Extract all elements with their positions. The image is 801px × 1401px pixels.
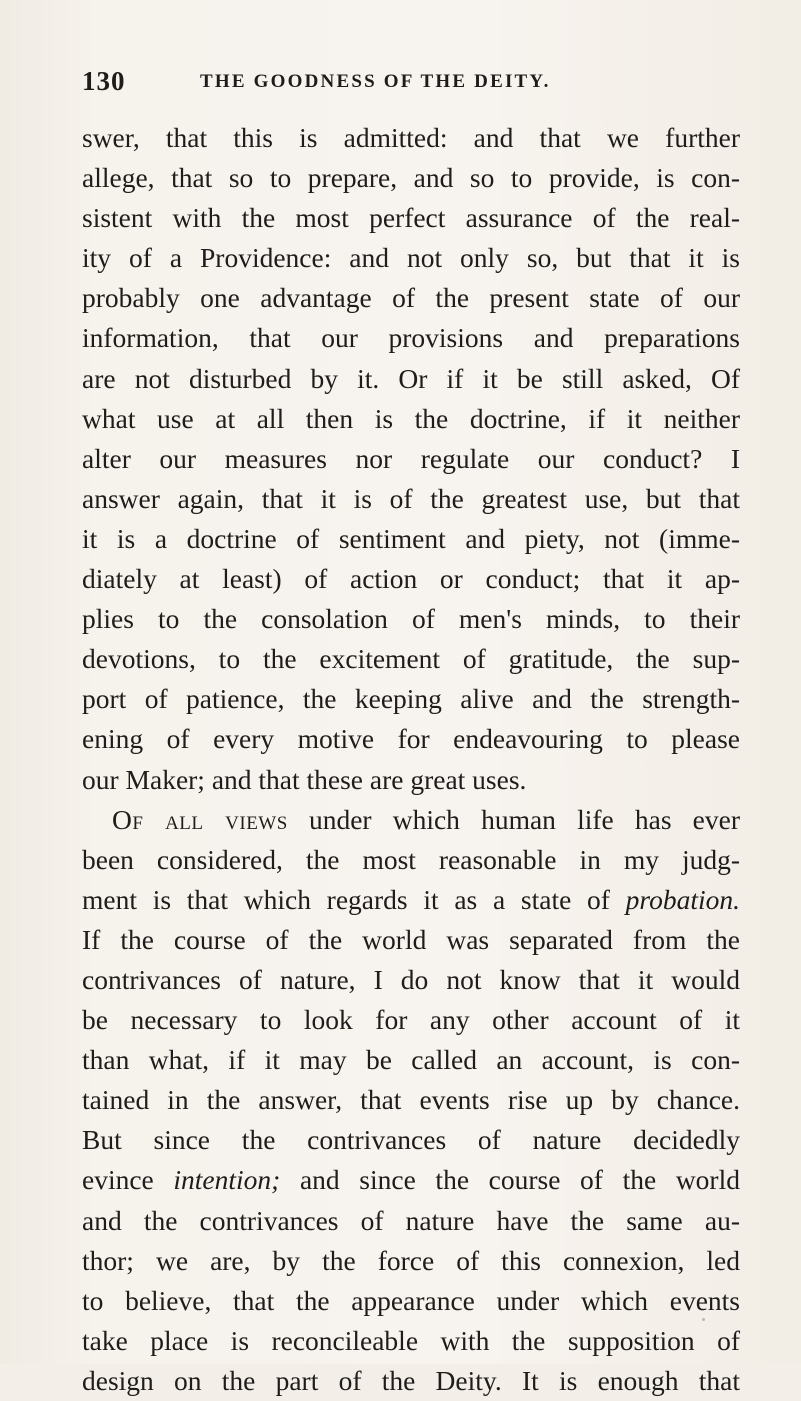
text-line: plies to the consolation of men's minds, to their [82, 603, 740, 635]
text-line: to believe, that the appearance under which events [82, 1284, 740, 1316]
text-line: But since the contrivances of nature decidedly [82, 1124, 740, 1156]
text-line: ening of every motive for endeavouring to please [82, 723, 740, 755]
text-line: alter our measures nor regulate our conduct? I [82, 442, 740, 474]
text-line: contrivances of nature, I do not know that it would [82, 963, 740, 995]
text-line [82, 1160, 740, 1200]
text-line: and the contrivances of nature have the same au- [82, 1204, 740, 1236]
running-title: THE GOODNESS OF THE DEITY. [200, 71, 551, 92]
text-line: information, that our provisions and preparations [82, 322, 740, 354]
text-line: devotions, to the excitement of gratitude, the sup- [82, 643, 740, 675]
text-line: are not disturbed by it. Or if it be still asked, Of [82, 362, 740, 394]
text-line: port of patience, the keeping alive and the strength- [82, 683, 740, 715]
text-line: answer again, that it is of the greatest use, but that [82, 482, 740, 514]
text-line: ity of a Providence: and not only so, but that it is [82, 242, 740, 274]
text-line: than what, if it may be called an account, is con- [82, 1044, 740, 1076]
text-line: allege, that so to prepare, and so to provide, is con- [82, 162, 740, 194]
text-line: If the course of the world was separated from the [82, 923, 740, 955]
text-line: thor; we are, by the force of this connexion, led [82, 1244, 740, 1276]
text-span: evince [82, 1164, 174, 1196]
text-line: been considered, the most reasonable in my judg- [82, 843, 740, 875]
small-caps-opening: Of all views [112, 803, 288, 835]
text-line: our Maker; and that these are great uses. [82, 763, 527, 795]
text-span: ment is that which regards it as a state of [82, 883, 626, 915]
italic-word: probation. [625, 883, 740, 915]
text-line: be necessary to look for any other account of it [82, 1004, 740, 1036]
body-text [82, 118, 740, 1401]
paragraph-2 [82, 800, 740, 1401]
text-line: it is a doctrine of sentiment and piety, not (imme- [82, 522, 740, 554]
text-line: take place is reconcileable with the supposition of [82, 1324, 740, 1356]
running-head [82, 66, 742, 106]
text-line: sistent with the most perfect assurance of the real- [82, 202, 740, 234]
text-line: probably one advantage of the present state of our [82, 282, 740, 314]
text-line [82, 880, 740, 920]
page-number: 130 [82, 66, 126, 96]
paper-speck [702, 1318, 705, 1321]
text-span: under which human life has ever [287, 803, 740, 835]
paragraph-1 [82, 118, 740, 800]
text-line: what use at all then is the doctrine, if it neither [82, 402, 740, 434]
text-line: design on the part of the Deity. It is enough that [82, 1364, 740, 1396]
text-line: swer, that this is admitted: and that we further [82, 122, 740, 153]
text-span: and since the course of the world [280, 1164, 740, 1196]
text-line [82, 800, 740, 840]
text-line: diately at least) of action or conduct; that it ap- [82, 563, 740, 595]
italic-word: intention; [173, 1164, 281, 1196]
text-line: tained in the answer, that events rise up by chance. [82, 1084, 740, 1116]
